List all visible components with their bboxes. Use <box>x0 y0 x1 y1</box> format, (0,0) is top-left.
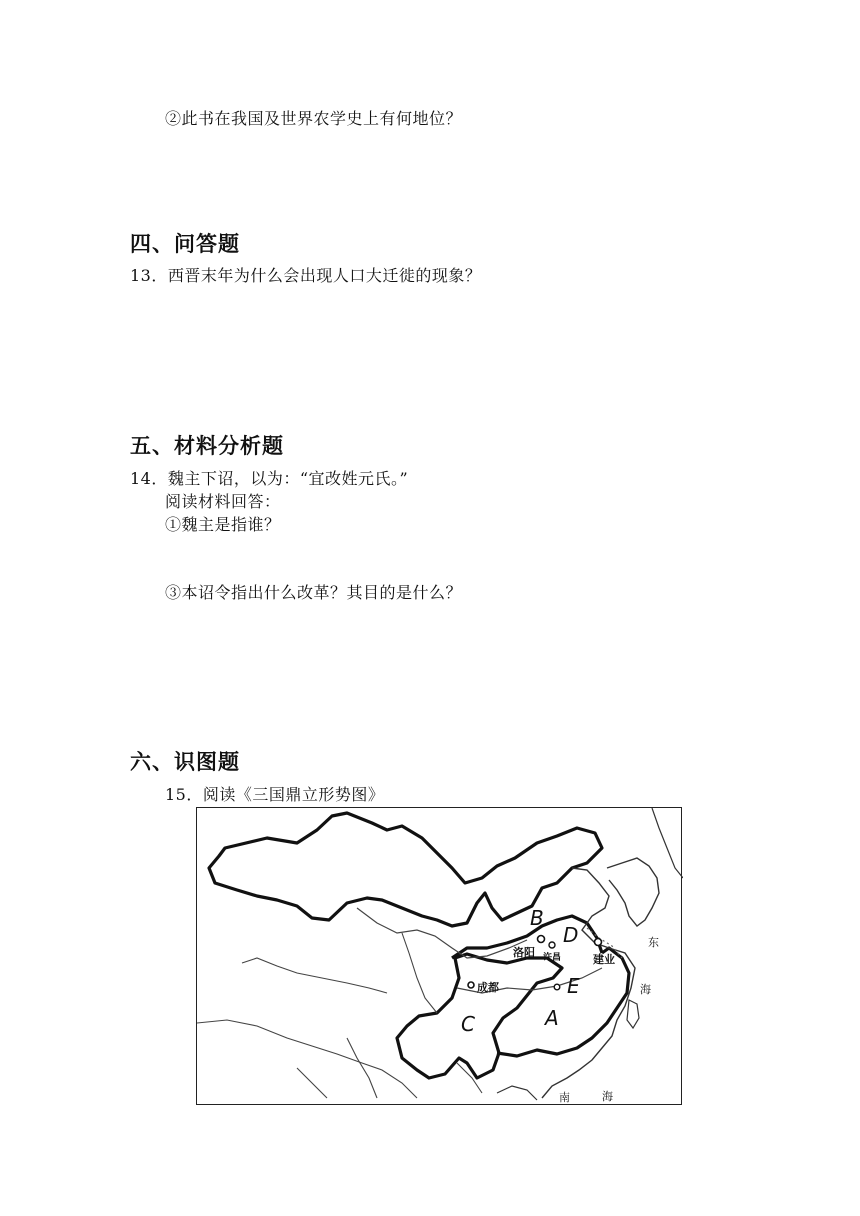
city-luoyang: 洛阳 <box>513 946 535 959</box>
section-4-title: 四、问答题 <box>130 232 240 256</box>
sea-label-hai-east: 海 <box>640 983 651 996</box>
question-15: 15．阅读《三国鼎立形势图》 <box>165 785 385 804</box>
map-letter-a: A <box>545 1006 559 1030</box>
sea-label-dong: 东 <box>648 936 659 949</box>
city-chengdu: 成都 <box>477 981 499 994</box>
section-5-title: 五、材料分析题 <box>130 434 284 458</box>
sea-label-nan: 南 <box>559 1091 570 1104</box>
map-letter-d: D <box>563 923 579 947</box>
map-letter-c: C <box>461 1012 475 1036</box>
city-xuchang: 许昌 <box>543 953 562 963</box>
sea-label-hai-south: 海 <box>602 1090 613 1103</box>
section-6-title: 六、识图题 <box>130 750 240 774</box>
question-13: 13．西晋末年为什么会出现人口大迁徙的现象？ <box>130 266 482 285</box>
map-letter-e: E <box>567 974 580 998</box>
three-kingdoms-map <box>196 807 682 1105</box>
sub-question-1: ①魏主是指谁？ <box>165 515 281 534</box>
read-instruction: 阅读材料回答： <box>165 492 281 511</box>
sub-question-3: ③本诏令指出什么改革？其目的是什么？ <box>165 583 463 602</box>
city-jianye: 建业 <box>593 953 615 966</box>
question-14: 14．魏主下诏，以为：“宜改姓元氏。” <box>130 469 409 488</box>
map-letter-b: B <box>530 906 544 930</box>
sub-question-2: ②此书在我国及世界农学史上有何地位？ <box>165 109 463 128</box>
